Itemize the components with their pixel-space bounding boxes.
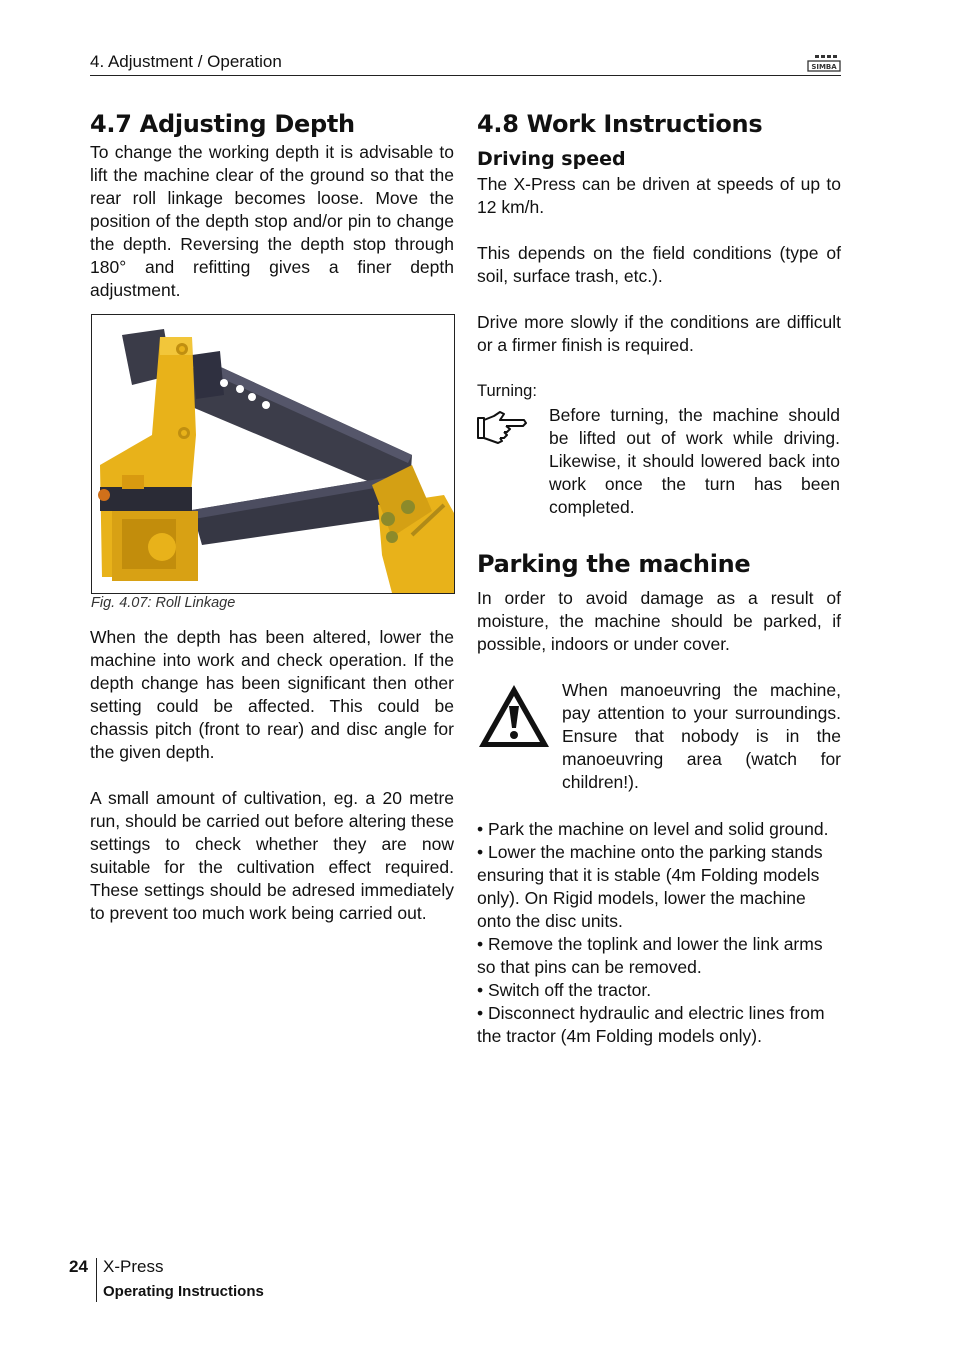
turning-label: Turning: xyxy=(477,382,537,400)
section-title-parking: Parking the machine xyxy=(477,550,751,578)
footer-product: X-Press xyxy=(103,1257,164,1276)
cultivation-run-paragraph: A small amount of cultivation, eg. a 20 metre run, should be carried out before altering these settings to check whether they are now suitable for the cultivation effect required. These settings should be adresed immediately to prevent too much work being carried out. xyxy=(90,788,454,923)
list-item: • Remove the toplink and lower the link arms so that pins can be removed. xyxy=(477,934,823,977)
parking-intro-paragraph: In order to avoid damage as a result of moisture, the machine should be parked, if possible, indoors or under cover. xyxy=(477,588,841,654)
list-item: • Switch off the tractor. xyxy=(477,980,652,1000)
simba-logo xyxy=(807,53,841,73)
section-title-adjusting-depth: 4.7 Adjusting Depth xyxy=(90,110,355,138)
section-title-work-instructions: 4.8 Work Instructions xyxy=(477,110,763,138)
depth-altered-paragraph: When the depth has been altered, lower the machine into work and check operation. If the depth change has been significant then other setting could be affected. This could be chassis pitch (front to rear) and disc angle for the given depth. xyxy=(90,627,454,762)
intro-paragraph: To change the working depth it is advisable to lift the machine clear of the ground so that the rear roll linkage becomes loose. Move the position of the depth stop and/or pin to change the depth. Reversing the depth stop through 180° and refitting gives a finer depth adjustment. xyxy=(90,142,454,300)
warning-triangle-icon xyxy=(476,682,552,750)
list-item: • Park the machine on level and solid ground. xyxy=(477,819,829,839)
running-header: 4. Adjustment / Operation xyxy=(90,52,282,71)
roll-linkage-figure xyxy=(91,314,455,594)
list-item: • Disconnect hydraulic and electric lines from the tractor (4m Folding models only). xyxy=(477,1003,825,1046)
header-rule xyxy=(90,75,841,76)
drive-slowly-paragraph: Drive more slowly if the conditions are difficult or a firmer finish is required. xyxy=(477,312,841,355)
warning-note: When manoeuvring the machine, pay attention to your surroundings. Ensure that nobody is in the manoeuvring area (watch for children!). xyxy=(562,680,841,792)
footer-doc-type: Operating Instructions xyxy=(103,1283,264,1300)
speed-paragraph: The X-Press can be driven at speeds of up to 12 km/h. xyxy=(477,174,841,217)
field-conditions-paragraph: This depends on the field conditions (type of soil, surface trash, etc.). xyxy=(477,243,841,286)
list-item: • Lower the machine onto the parking stands ensuring that it is stable (4m Folding models only). On Rigid models, lower the machine onto the disc units. xyxy=(477,842,823,931)
svg-text:SIMBA: SIMBA xyxy=(811,63,837,71)
footer-divider xyxy=(96,1258,97,1302)
page-number: 24 xyxy=(69,1257,88,1276)
parking-steps-list xyxy=(477,818,841,1048)
figure-caption: Fig. 4.07: Roll Linkage xyxy=(91,595,236,611)
pointing-hand-icon xyxy=(476,410,528,444)
turning-note: Before turning, the machine should be lifted out of work while driving. Likewise, it should lowered back into work once the turn has been completed. xyxy=(549,405,840,517)
subtitle-driving-speed: Driving speed xyxy=(477,148,626,170)
